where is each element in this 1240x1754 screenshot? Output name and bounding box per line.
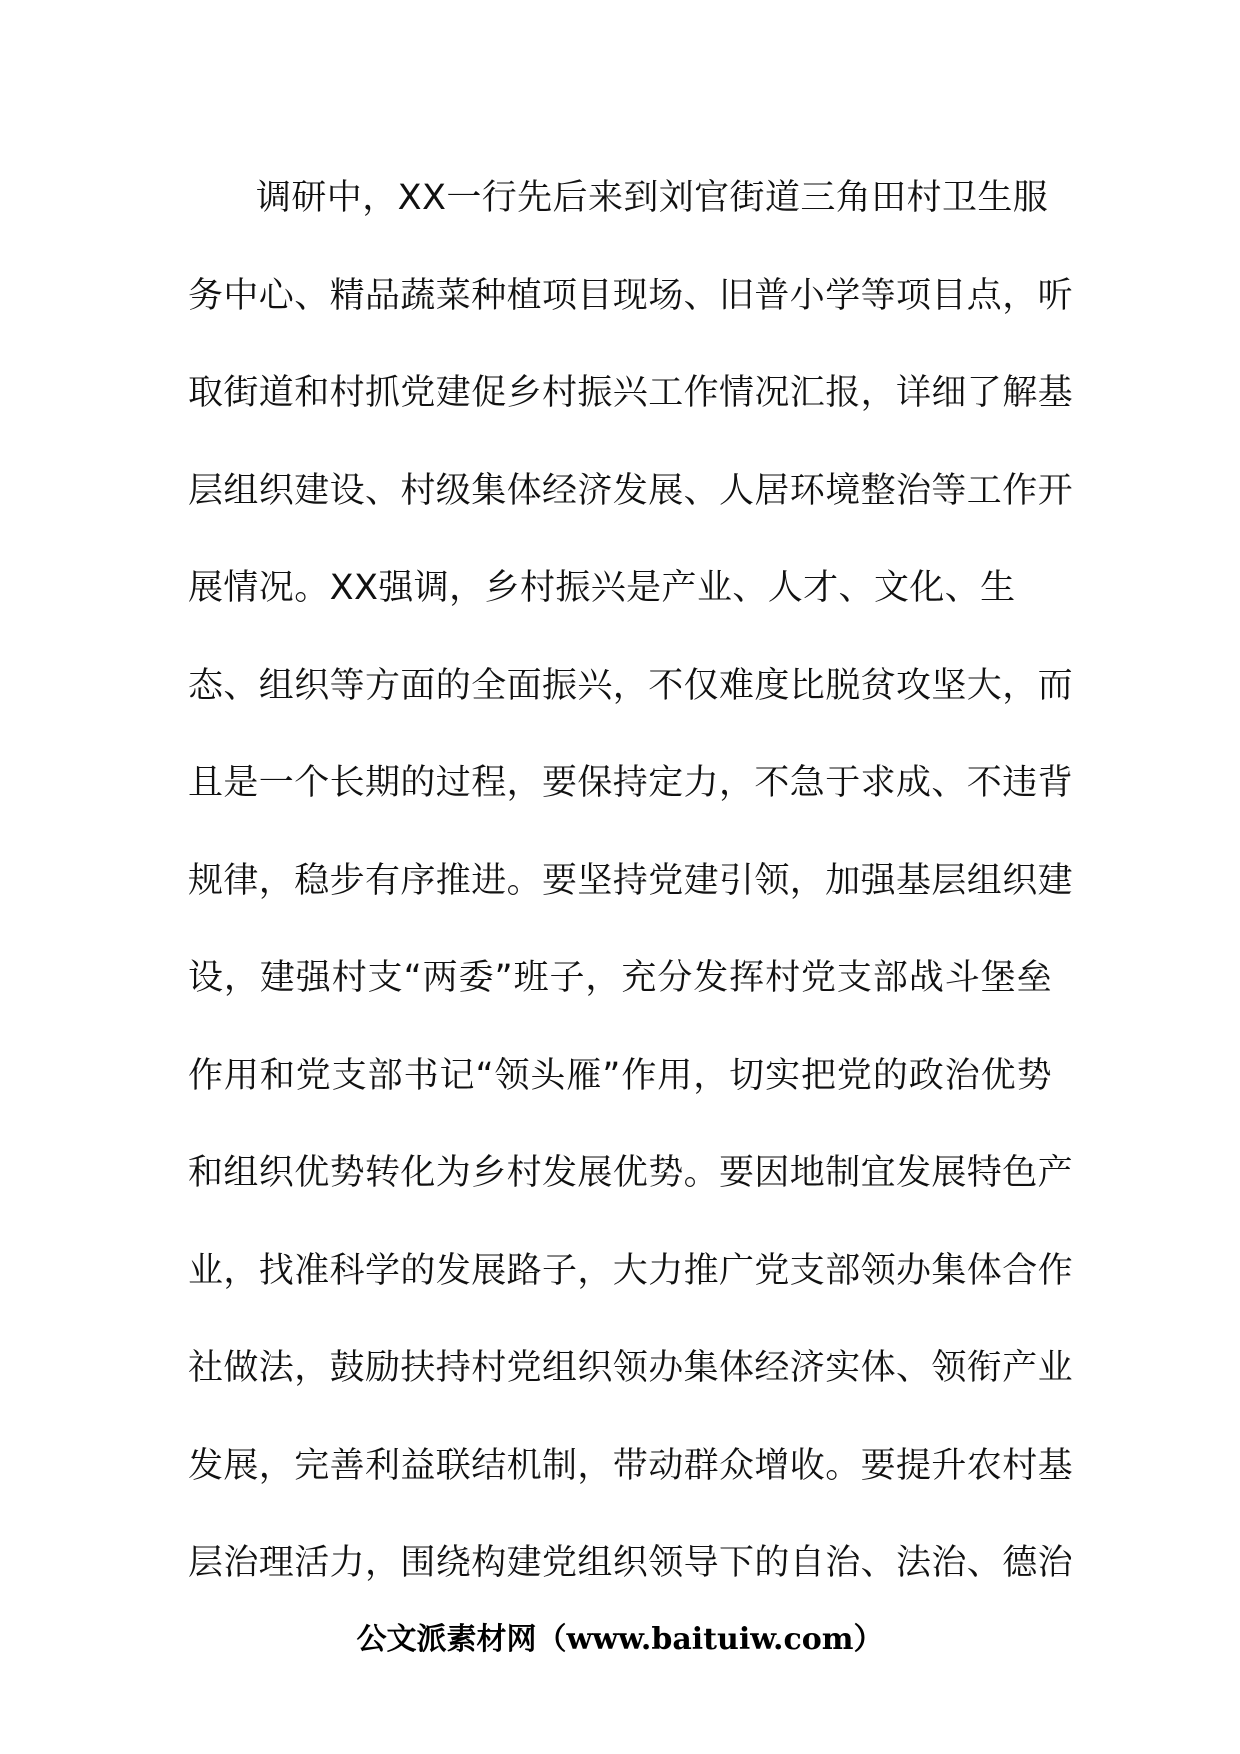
text-line: 作用和党支部书记“领头雁”作用，切实把党的政治优势 — [188, 1055, 1052, 1096]
text-line: 层组织建设、村级集体经济发展、人居环境整治等工作开 — [188, 470, 1074, 511]
text-line: 业，找准科学的发展路子，大力推广党支部领办集体合作 — [188, 1250, 1074, 1291]
text-line: 层治理活力，围绕构建党组织领导下的自治、法治、德治 — [188, 1543, 1074, 1583]
text-line: 调研中，XX一行先后来到刘官街道三角田村卫生服 — [256, 178, 1049, 218]
text-line: 规律，稳步有序推进。要坚持党建引领，加强基层组织建 — [188, 860, 1074, 901]
body-text — [188, 168, 1074, 1631]
text-line: 态、组织等方面的全面振兴，不仅难度比脱贫攻坚大，而 — [188, 665, 1074, 706]
text-line: 务中心、精品蔬菜种植项目现场、旧普小学等项目点，听 — [188, 275, 1074, 316]
text-line: 展情况。XX强调，乡村振兴是产业、人才、文化、生 — [188, 568, 1016, 608]
text-line: 取街道和村抓党建促乡村振兴工作情况汇报，详细了解基 — [188, 373, 1074, 413]
text-line: 和组织优势转化为乡村发展优势。要因地制宜发展特色产 — [188, 1153, 1074, 1193]
text-line: 且是一个长期的过程，要保持定力，不急于求成、不违背 — [188, 763, 1074, 803]
footer-watermark: 公文派素材网（www.baituiw.com） — [356, 1622, 884, 1657]
text-line: 发展，完善利益联结机制，带动群众增收。要提升农村基 — [188, 1445, 1074, 1486]
text-line: 社做法，鼓励扶持村党组织领办集体经济实体、领衔产业 — [188, 1348, 1074, 1388]
text-line: 设，建强村支“两委”班子，充分发挥村党支部战斗堡垒 — [188, 958, 1052, 998]
